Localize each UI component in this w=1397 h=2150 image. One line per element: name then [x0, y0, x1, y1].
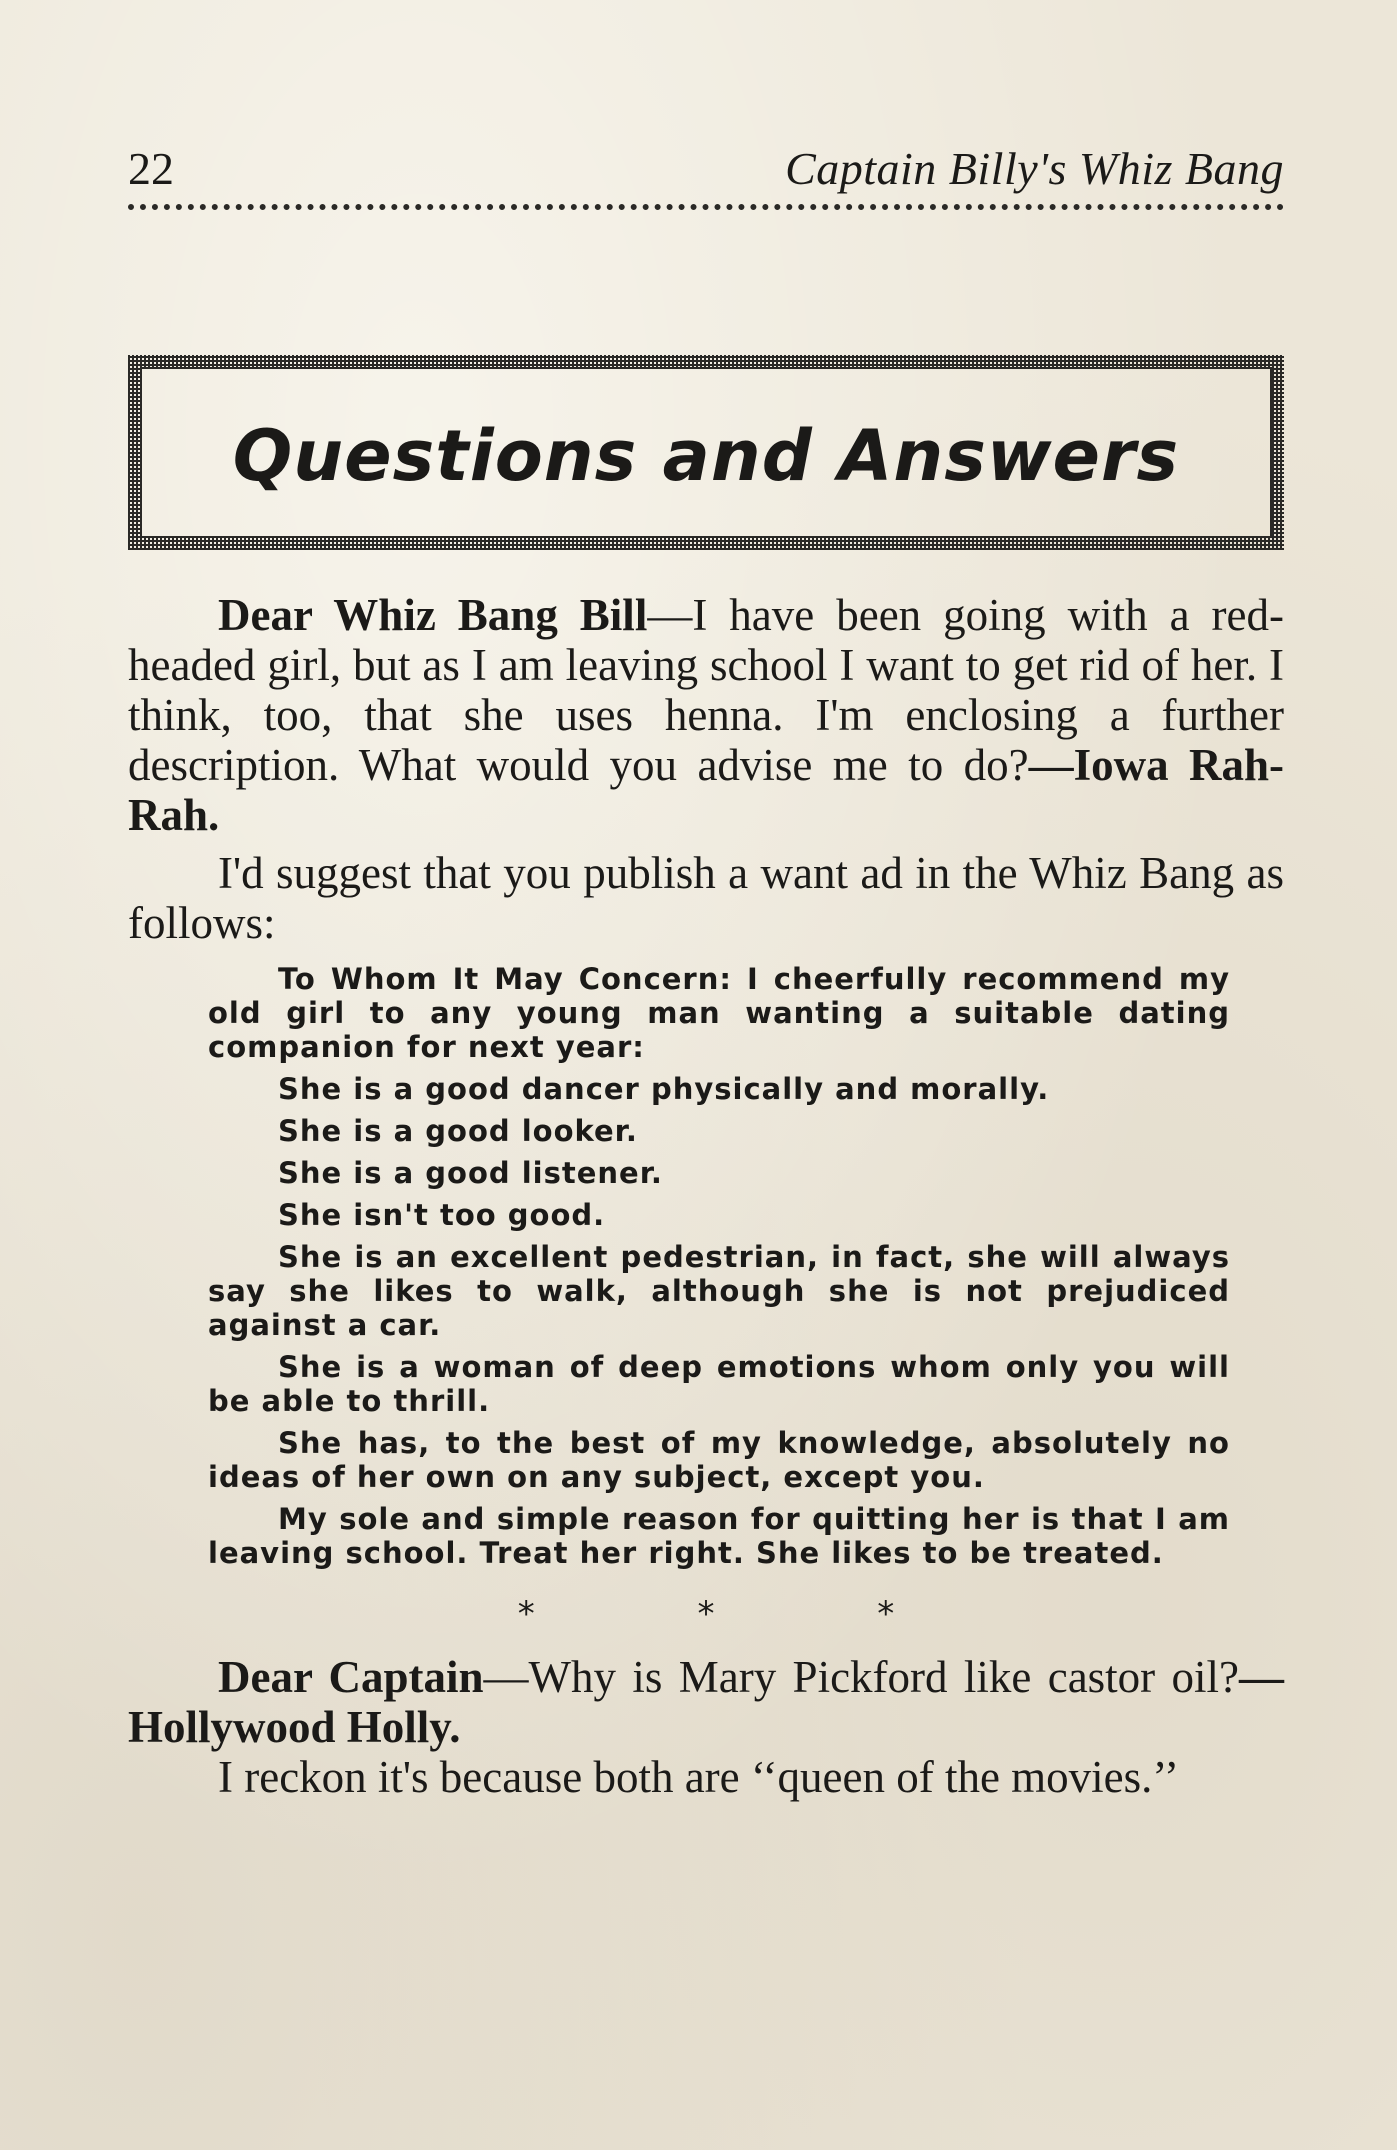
letter-1-signature: —Iowa Rah-Rah. [128, 740, 1284, 840]
page-number: 22 [128, 143, 174, 194]
publication-title: Captain Billy's Whiz Bang [785, 143, 1284, 194]
letter-2-body: —Why is Mary Pickford like castor oil? [483, 1652, 1239, 1702]
letter-2 [128, 1652, 1284, 1752]
want-ad [208, 962, 1230, 1570]
want-ad-line: She is a woman of deep emotions whom only you will be able to thrill. [208, 1350, 1230, 1418]
want-ad-line: To Whom It May Concern: I cheerfully recommend my old girl to any young man wanting a suitable dating companion for next year: [208, 962, 1230, 1064]
want-ad-line: She isn't too good. [278, 1198, 606, 1232]
title-box [128, 355, 1284, 550]
letter-1 [128, 590, 1284, 840]
answer-2: I reckon it's because both are ‘‘queen of the movies.’’ [218, 1752, 1180, 1802]
want-ad-line: She is a good listener. [278, 1156, 663, 1190]
want-ad-line: She is an excellent pedestrian, in fact, she will always say she likes to walk, although she is not prejudiced against a car. [208, 1240, 1230, 1342]
letter-2-salutation: Dear Captain [218, 1652, 484, 1702]
separator-asterisks: * * * [517, 1594, 971, 1634]
letter-1-salutation: Dear Whiz Bang Bill [218, 590, 648, 640]
letter-2-signature: —Hollywood Holly. [128, 1652, 1284, 1752]
want-ad-line: She has, to the best of my knowledge, absolutely no ideas of her own on any subject, except you. [208, 1426, 1230, 1494]
section-title: Questions and Answers [232, 415, 1180, 497]
want-ad-line: She is a good dancer physically and morally. [278, 1072, 1050, 1106]
answer-1-intro: I'd suggest that you publish a want ad in the Whiz Bang as follows: [128, 848, 1284, 948]
page [128, 140, 1284, 1802]
want-ad-line: My sole and simple reason for quitting her is that I am leaving school. Treat her right. She likes to be treated. [208, 1502, 1230, 1570]
want-ad-line: She is a good looker. [278, 1114, 638, 1148]
running-header [128, 140, 1284, 210]
letter-1-body: —I have been going with a red-headed girl, but as I am leaving school I want to get rid of her. I think, too, that she uses henna. I'm enclosing a further description. What would you advise me to do? [128, 590, 1284, 790]
